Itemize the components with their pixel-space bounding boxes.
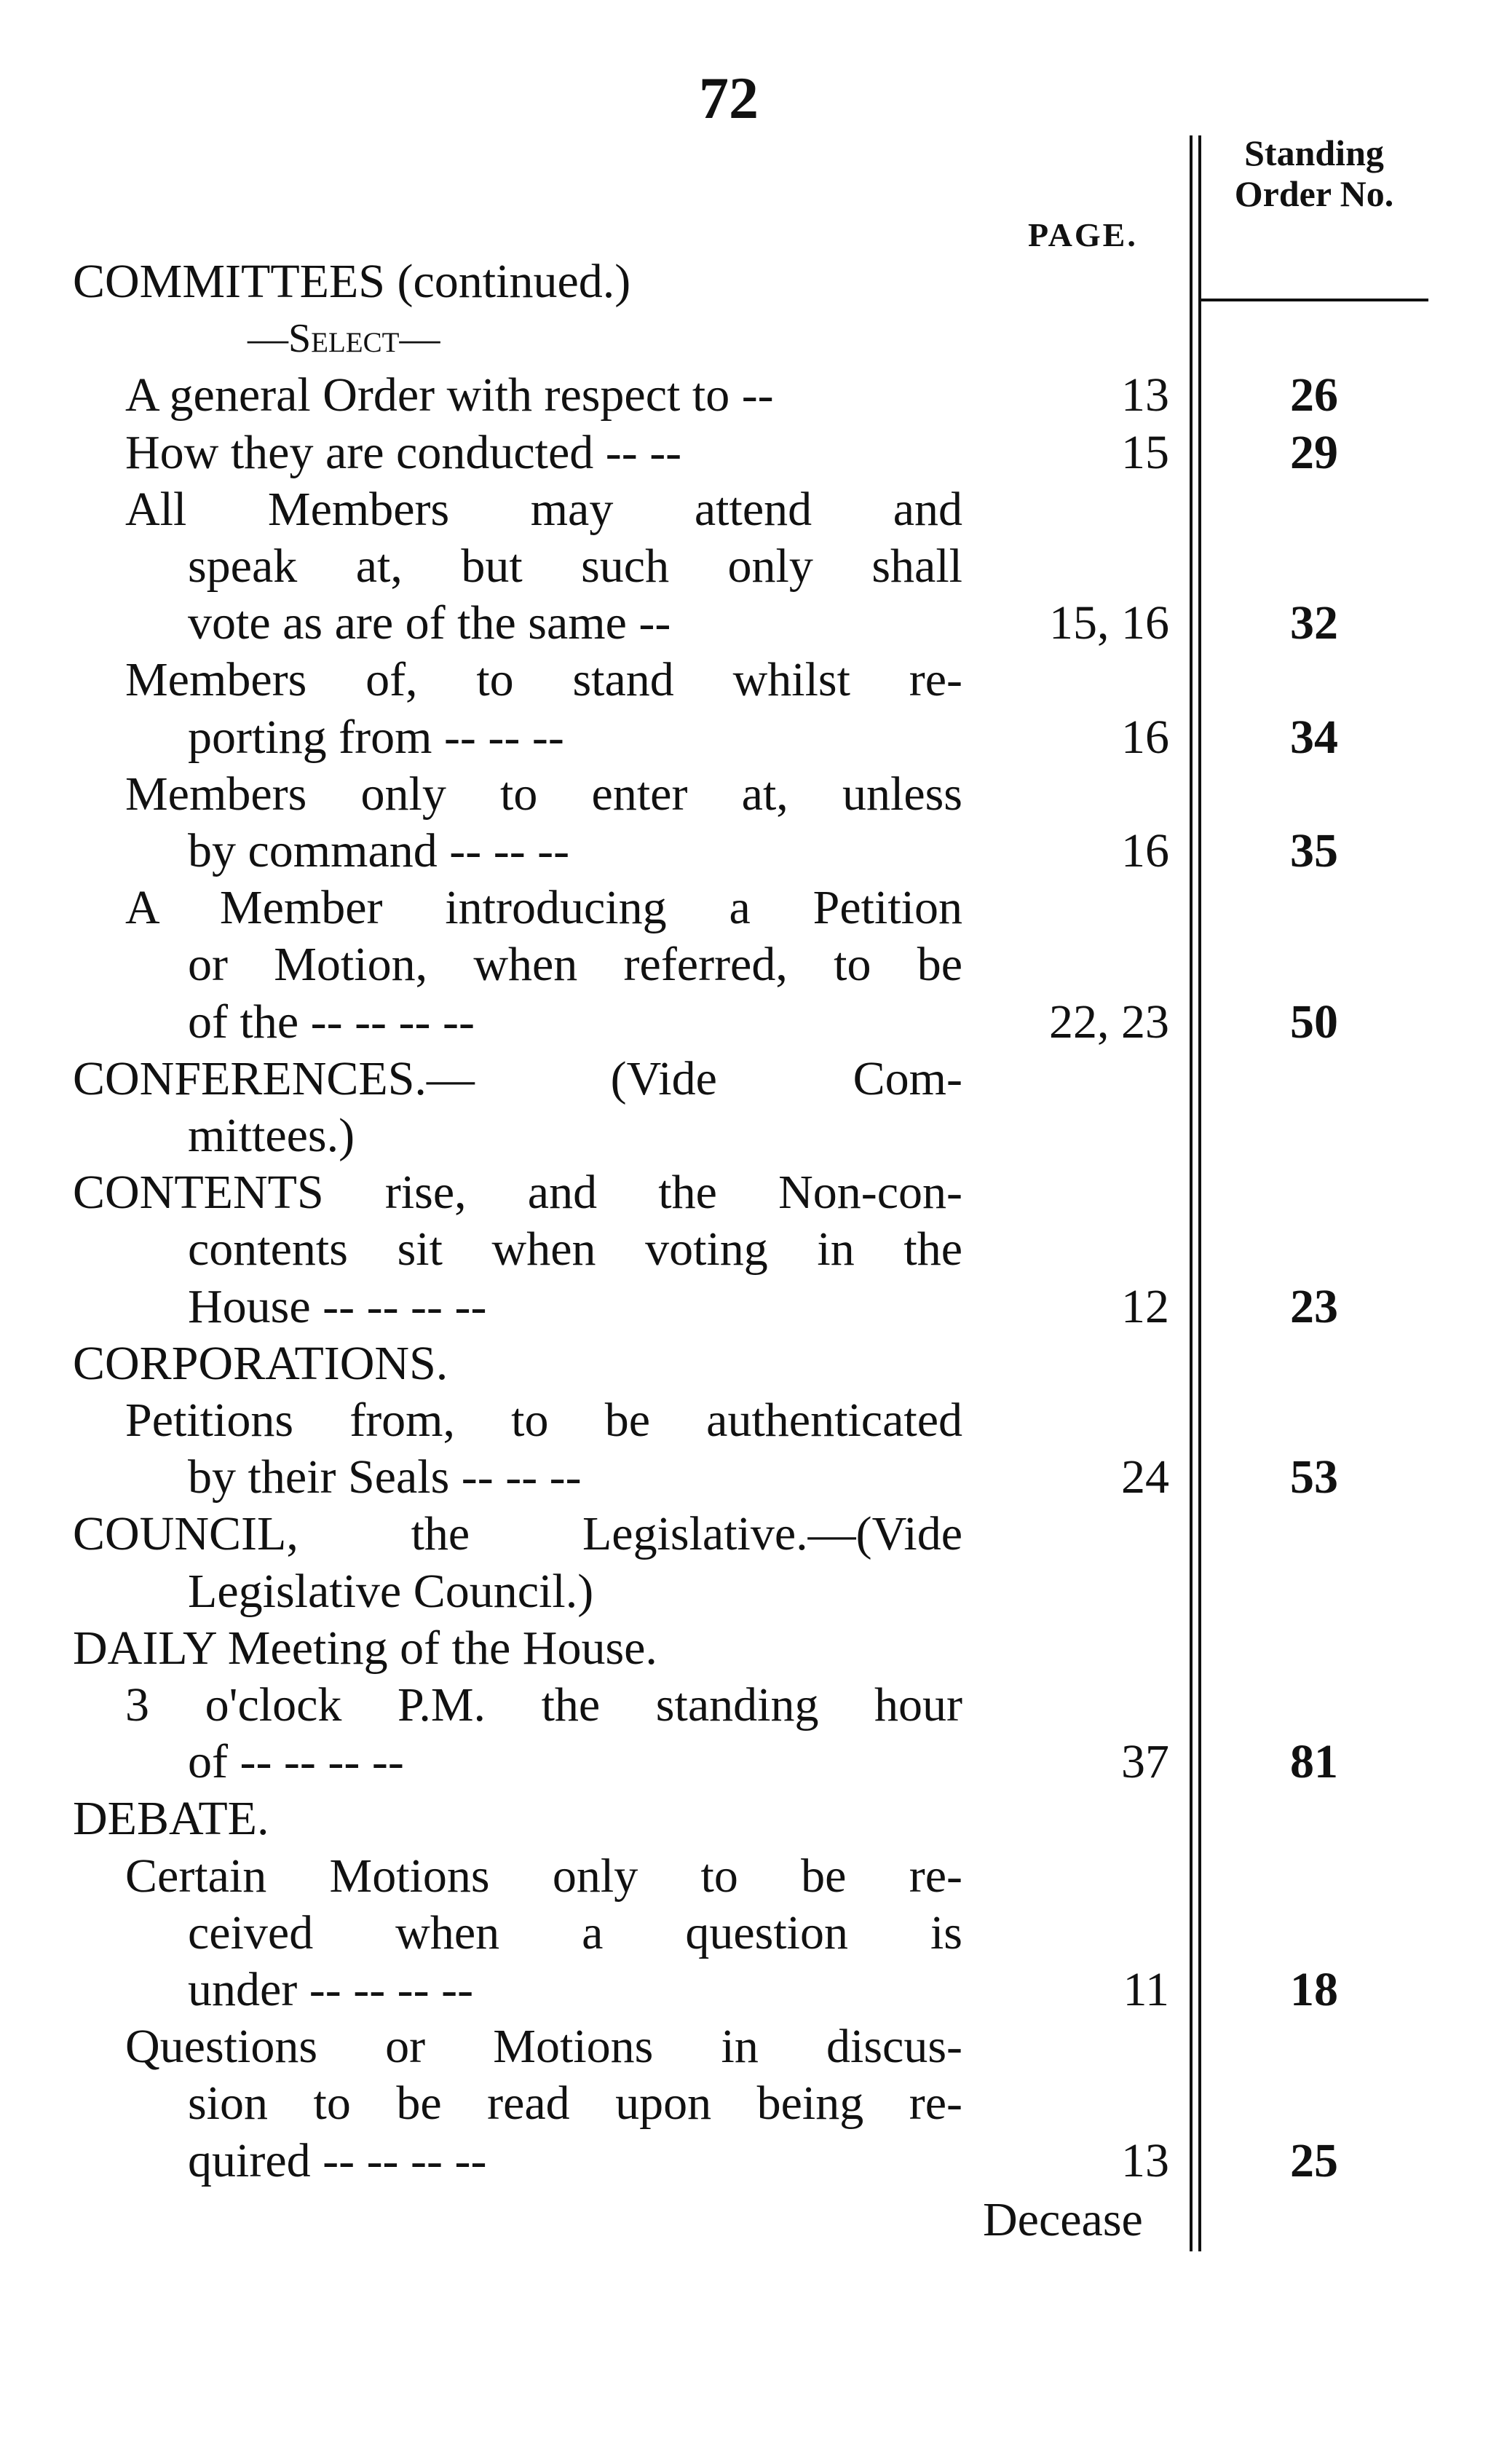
index-line <box>0 1051 1491 1107</box>
page-number: 72 <box>699 65 759 131</box>
index-line <box>0 1221 1491 1278</box>
index-line <box>0 1563 1491 1620</box>
page-reference: 24 <box>1121 1450 1169 1504</box>
index-line-text: All Members may attend and <box>125 482 962 536</box>
index-line-text: —Select— <box>248 316 440 362</box>
index-line <box>0 766 1491 823</box>
index-line <box>0 994 1491 1051</box>
index-line-text: CONTENTS rise, and the Non-con- <box>73 1166 962 1220</box>
index-line-text: COMMITTEES (continued.) <box>73 255 631 308</box>
index-line-text: porting from -- -- -- <box>188 710 564 764</box>
index-line-text: House -- -- -- -- <box>188 1279 487 1333</box>
index-line <box>0 880 1491 936</box>
index-line-text: sion to be read upon being re- <box>188 2077 962 2131</box>
index-line <box>0 1449 1491 1506</box>
index-line <box>0 1506 1491 1563</box>
index-line-text: A Member introducing a Petition <box>125 881 962 935</box>
page-reference: 12 <box>1121 1279 1169 1333</box>
standing-order-number: 23 <box>1290 1279 1338 1333</box>
page-reference: 22, 23 <box>1049 995 1169 1049</box>
index-line-text: mittees.) <box>188 1109 355 1162</box>
index-line <box>0 1107 1491 1164</box>
index-line-text: of the -- -- -- -- <box>188 995 475 1049</box>
standing-order-number: 81 <box>1290 1735 1338 1789</box>
index-line-text: CORPORATIONS. <box>73 1336 448 1390</box>
index-line <box>0 652 1491 708</box>
index-line <box>0 595 1491 652</box>
index-line <box>0 538 1491 595</box>
index-line-text: by command -- -- -- <box>188 824 570 877</box>
index-line-text: of -- -- -- -- <box>188 1735 404 1789</box>
index-line <box>0 425 1491 481</box>
index-line <box>0 2133 1491 2189</box>
index-line-text: speak at, but such only shall <box>188 540 962 593</box>
page-reference: 13 <box>1121 368 1169 422</box>
index-line <box>0 936 1491 993</box>
index-line-text: quired -- -- -- -- <box>188 2133 487 2187</box>
standing-order-number: 50 <box>1290 995 1338 1049</box>
index-line <box>0 481 1491 538</box>
index-line-text: Members only to enter at, unless <box>125 767 962 821</box>
index-line <box>0 1677 1491 1734</box>
index-line-text: ceived when a question is <box>188 1906 962 1959</box>
index-line <box>0 253 1491 310</box>
index-line <box>0 367 1491 424</box>
index-line <box>0 1164 1491 1221</box>
index-line <box>0 1279 1491 1335</box>
page-reference: 16 <box>1121 824 1169 877</box>
index-line <box>0 2018 1491 2075</box>
index-line-text: contents sit when voting in the <box>188 1223 962 1276</box>
index-line-text: DAILY Meeting of the House. <box>73 1621 657 1675</box>
index-line-text: Certain Motions only to be re- <box>125 1849 962 1903</box>
standing-order-number: 35 <box>1290 824 1338 877</box>
index-line-text: 3 o'clock P.M. the standing hour <box>125 1678 962 1731</box>
index-line <box>0 1392 1491 1449</box>
standing-order-number: 25 <box>1290 2133 1338 2187</box>
index-line-text: or Motion, when referred, to be <box>188 938 962 992</box>
index-line <box>0 1335 1491 1392</box>
index-line <box>0 310 1491 367</box>
index-line <box>0 1734 1491 1790</box>
index-line-text: Legislative Council.) <box>188 1564 594 1618</box>
index-line-text: Members of, to stand whilst re- <box>125 653 962 707</box>
standing-order-number: 18 <box>1290 1963 1338 2016</box>
index-line <box>0 2075 1491 2132</box>
page-column-header: PAGE. <box>1028 216 1138 253</box>
index-line-text: by their Seals -- -- -- <box>188 1450 582 1504</box>
index-line-text: COUNCIL, the Legislative.—(Vide <box>73 1507 962 1561</box>
index-line-text: Questions or Motions in discus- <box>125 2020 962 2074</box>
page-reference: 37 <box>1121 1735 1169 1789</box>
standing-order-number: 29 <box>1290 425 1338 479</box>
index-line-text: How they are conducted -- -- <box>125 425 682 479</box>
page-reference: 15 <box>1121 425 1169 479</box>
index-line <box>0 1620 1491 1677</box>
index-line-text: Petitions from, to be authenticated <box>125 1394 962 1447</box>
standing-order-number: 53 <box>1290 1450 1338 1504</box>
index-line-text: DEBATE. <box>73 1792 269 1846</box>
standing-order-number: 26 <box>1290 368 1338 422</box>
index-line-text: under -- -- -- -- <box>188 1963 474 2016</box>
catchword: Decease <box>983 2193 1143 2246</box>
page-reference: 13 <box>1121 2133 1169 2187</box>
index-line <box>0 709 1491 766</box>
page-reference: 11 <box>1123 1963 1169 2016</box>
index-line <box>0 1962 1491 2018</box>
page-reference: 15, 16 <box>1049 596 1169 650</box>
standing-order-column-header: Standing Order No. <box>1234 133 1394 214</box>
index-line-text: A general Order with respect to -- <box>125 368 774 422</box>
index-line <box>0 1905 1491 1962</box>
index-line-text: CONFERENCES.— (Vide Com- <box>73 1051 962 1105</box>
standing-order-number: 32 <box>1290 596 1338 650</box>
index-line <box>0 823 1491 880</box>
index-line-text: vote as are of the same -- <box>188 596 671 650</box>
standing-order-number: 34 <box>1290 710 1338 764</box>
index-line <box>0 1848 1491 1905</box>
index-line <box>0 1790 1491 1847</box>
page-reference: 16 <box>1121 710 1169 764</box>
